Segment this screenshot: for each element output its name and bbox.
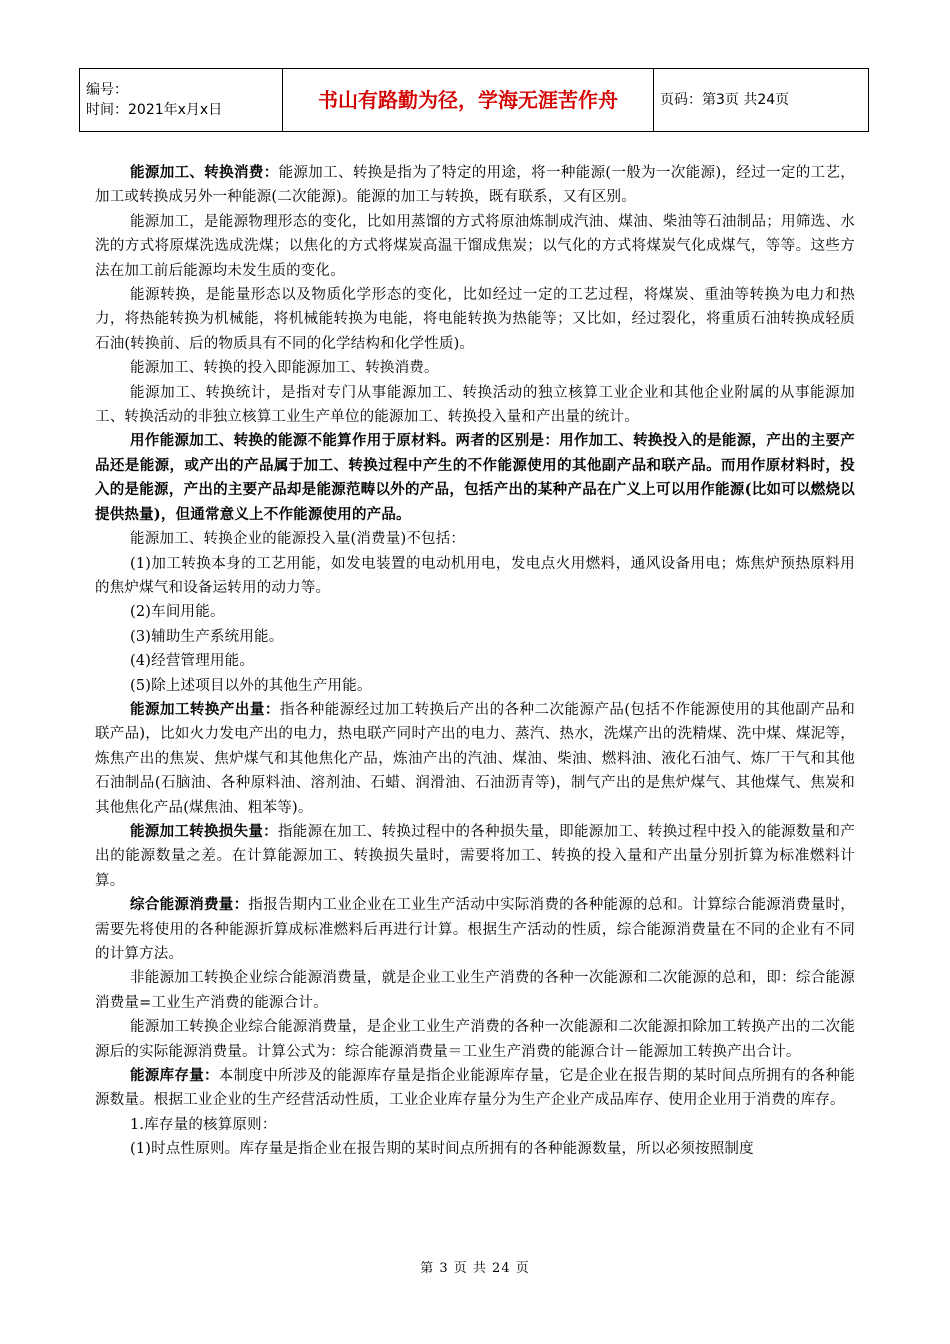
paragraph-text: 非能源加工转换企业综合能源消费量，就是企业工业生产消费的各种一次能源和二次能源的总和，即：综合能源消费量=工业生产消费的能源合计。 bbox=[95, 970, 855, 1011]
paragraph-text: 指各种能源经过加工转换后产出的各种二次能源产品(包括不作能源使用的其他副产品和联产品)，比如火力发电产出的电力，热电联产同时产出的电力、蒸汽、热水，洗煤产出的洗精煤、洗中煤、煤泥等，炼焦产出的焦炭、焦炉煤气和其他焦化产品，炼油产出的汽油、煤油、柴油、燃料油、液化石油气、炼厂干气和其他石油制品(石脑油、各种原料油、溶剂油、石蜡、润滑油、石油沥青等)，制气产出的是焦炉煤气、其他煤气、焦炭和其他焦化产品(煤焦油、粗苯等)。 bbox=[95, 701, 855, 816]
document-time-label: 时间：2021年x月x日 bbox=[86, 102, 223, 118]
paragraph-text: 能源加工转换企业综合能源消费量，是企业工业生产消费的各种一次能源和二次能源扣除加工转换产出的二次能源后的实际能源消费量。计算公式为：综合能源消费量＝工业生产消费的能源合计－能源加工转换产出合计。 bbox=[95, 1019, 855, 1060]
paragraph-text: 能源加工，是能源物理形态的变化，比如用蒸馏的方式将原油炼制成汽油、煤油、柴油等石油制品；用筛选、水洗的方式将原煤洗选成洗煤；以焦化的方式将煤炭高温干馏成焦炭；以气化的方式将煤炭气化成煤气，等等。这些方法在加工前后能源均未发生质的变化。 bbox=[95, 213, 855, 279]
paragraph-text: (1)时点性原则。库存量是指企业在报告期的某时间点所拥有的各种能源数量，所以必须按照制度 bbox=[130, 1141, 754, 1158]
paragraph bbox=[95, 600, 855, 624]
paragraph bbox=[95, 674, 855, 698]
paragraph-term: 综合能源消费量： bbox=[130, 896, 249, 914]
paragraph bbox=[95, 381, 855, 430]
paragraph bbox=[95, 625, 855, 649]
paragraph-term: 能源加工转换产出量： bbox=[130, 700, 280, 718]
paragraph bbox=[95, 698, 855, 820]
header-page-label: 页码：第3页 共24页 bbox=[654, 69, 869, 132]
paragraph-text: (2)车间用能。 bbox=[130, 604, 225, 621]
paragraph bbox=[95, 552, 855, 601]
paragraph-bold-text: 用作能源加工、转换的能源不能算作用于原材料。两者的区别是：用作加工、转换投入的是能源，产出的主要产品还是能源，或产出的产品属于加工、转换过程中产生的不作能源使用的其他副产品和联产品。而用作原材料时，投入的是能源，产出的主要产品却是能源范畴以外的产品，包括产出的某种产品在广义上可以用作能源(比如可以燃烧以提供热量)，但通常意义上不作能源使用的产品。 bbox=[95, 432, 855, 523]
paragraph bbox=[95, 429, 855, 527]
paragraph-text: 能源加工、转换统计，是指对专门从事能源加工、转换活动的独立核算工业企业和其他企业附属的从事能源加工、转换活动的非独立核算工业生产单位的能源加工、转换投入量和产出量的统计。 bbox=[95, 384, 855, 426]
paragraph bbox=[95, 649, 855, 673]
paragraph bbox=[95, 1137, 855, 1161]
paragraph bbox=[95, 820, 855, 893]
paragraph-text: 能源转换，是能量形态以及物质化学形态的变化，比如经过一定的工艺过程，将煤炭、重油等转换为电力和热力，将热能转换为机械能，将机械能转换为电能，将电能转换为热能等；又比如，经过裂化，将重质石油转换成轻质石油(转换前、后的物质具有不同的化学结构和化学性质)。 bbox=[95, 287, 855, 352]
header-meta bbox=[80, 69, 283, 132]
paragraph bbox=[95, 966, 855, 1015]
paragraph bbox=[95, 210, 855, 283]
paragraph bbox=[95, 356, 855, 380]
paragraph-text: (5)除上述项目以外的其他生产用能。 bbox=[130, 677, 372, 694]
paragraph-text: 本制度中所涉及的能源库存量是指企业能源库存量，它是企业在报告期的某时间点所拥有的各种能源数量。根据工业企业的生产经营活动性质，工业企业库存量分为生产企业产成品库存、使用企业用于消费的库存。 bbox=[95, 1068, 855, 1109]
paragraph bbox=[95, 1015, 855, 1064]
paragraph-text: 1.库存量的核算原则： bbox=[130, 1116, 277, 1133]
paragraph bbox=[95, 283, 855, 356]
paragraph-text: (3)辅助生产系统用能。 bbox=[130, 628, 284, 645]
paragraph-text: 指报告期内工业企业在工业生产活动中实际消费的各种能源的总和。计算综合能源消费量时，需要先将使用的各种能源折算成标准燃料后再进行计算。根据生产活动的性质，综合能源消费量在不同的企业有不同的计算方法。 bbox=[95, 897, 855, 962]
paragraph bbox=[95, 527, 855, 551]
paragraph-term: 能源库存量： bbox=[130, 1067, 219, 1085]
paragraph bbox=[95, 1064, 855, 1113]
paragraph-text: (4)经营管理用能。 bbox=[130, 653, 255, 670]
paragraph bbox=[95, 161, 855, 210]
page-header bbox=[79, 68, 869, 132]
paragraph-text: 能源加工、转换企业的能源投入量(消费量)不包括： bbox=[130, 531, 466, 548]
paragraph-text: 指能源在加工、转换过程中的各种损失量，即能源加工、转换过程中投入的能源数量和产出的能源数量之差。在计算能源加工、转换损失量时，需要将加工、转换的投入量和产出量分别折算为标准燃料计算。 bbox=[95, 823, 856, 889]
paragraph-text: (1)加工转换本身的工艺用能，如发电装置的电动机用电，发电点火用燃料，通风设备用电；炼焦炉预热原料用的焦炉煤气和设备运转用的动力等。 bbox=[95, 555, 855, 596]
paragraph bbox=[95, 1113, 855, 1137]
paragraph-text: 能源加工、转换的投入即能源加工、转换消费。 bbox=[130, 360, 439, 377]
paragraph bbox=[95, 893, 855, 966]
document-body bbox=[95, 161, 855, 1162]
paragraph-term: 能源加工、转换消费： bbox=[130, 164, 279, 181]
header-motto: 书山有路勤为径，学海无涯苦作舟 bbox=[283, 69, 654, 132]
paragraph-text: 能源加工、转换是指为了特定的用途，将一种能源(一般为一次能源)，经过一定的工艺，加工或转换成另外一种能源(二次能源)。能源的加工与转换，既有联系，又有区别。 bbox=[95, 165, 856, 206]
document-number-label: 编号： bbox=[86, 82, 128, 98]
paragraph-term: 能源加工转换损失量： bbox=[130, 822, 278, 840]
page-footer: 第 3 页 共 24 页 bbox=[420, 1261, 530, 1276]
